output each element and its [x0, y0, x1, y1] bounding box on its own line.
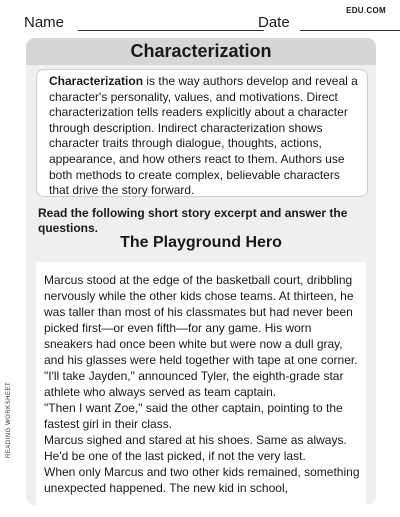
worksheet-title: Characterization — [26, 38, 376, 65]
header-row — [20, 14, 380, 34]
story-paragraph: "I'll take Jayden," announced Tyler, the eighth-grade star athlete who always served as team captain. — [44, 369, 344, 399]
story-paragraph: Marcus sighed and stared at his shoes. Same as always. He'd be one of the last picked, if not the very last. — [44, 433, 347, 463]
date-field-line[interactable] — [300, 30, 400, 31]
brand-dot: . — [363, 6, 367, 15]
story-text — [44, 272, 362, 496]
definition-body: is the way authors develop and reveal a character's personality, values, and motivations. Direct characterization tells readers explicitly about a character through description. Indirect characterization shows character traits through dialogue, thoughts, actions, appearance, and how others react to them. Authors use both methods to create complex, believable characters that drive the story forward. — [49, 74, 358, 198]
brand-logo — [346, 6, 386, 15]
story-title: The Playground Hero — [120, 234, 282, 251]
definition-text — [49, 74, 361, 199]
story-paragraph: Marcus stood at the edge of the basketball court, dribbling nervously while the other kids chose teams. At thirteen, he was taller than most of his classmates but had never been picked first—or even fifth—for any game. His worn sneakers had once been white but were now a dull gray, and his glasses were held together with tape at one corner. — [44, 273, 358, 367]
brand-suffix: COM — [366, 6, 386, 15]
brand-prefix: EDU — [346, 6, 364, 15]
date-label: Date — [258, 14, 290, 31]
definition-term: Characterization — [49, 74, 144, 88]
name-field-line[interactable] — [78, 30, 264, 31]
instructions: Read the following short story excerpt and answer the questions. — [38, 206, 348, 235]
story-paragraph: When only Marcus and two other kids remained, something unexpected happened. The new kid in school, — [44, 465, 360, 495]
side-label — [6, 381, 16, 468]
story-paragraph: "Then I want Zoe," said the other captain, pointing to the fastest girl in their class. — [44, 401, 343, 431]
side-label-text: READING WORKSHEET — [6, 381, 12, 458]
name-label: Name — [24, 14, 65, 31]
